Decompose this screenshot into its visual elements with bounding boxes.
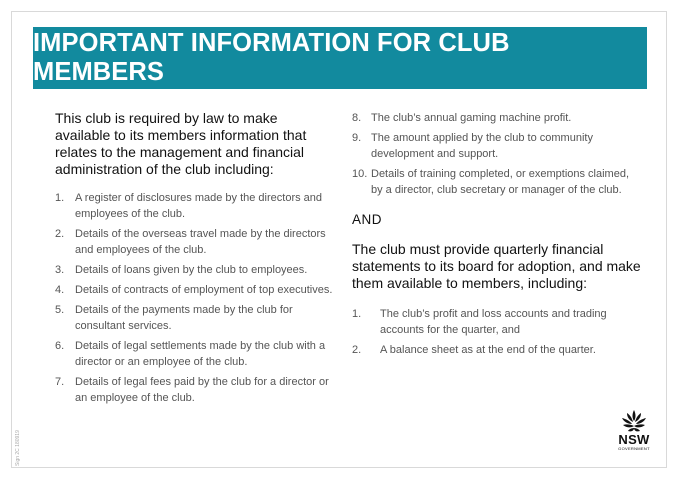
nsw-government-logo [611, 409, 657, 457]
list-item [352, 342, 642, 358]
list-item [352, 166, 642, 198]
list-item [55, 262, 333, 278]
left-lead-text: This club is required by law to make available to its members information that relates to the management and financial administration of the club including: [55, 110, 307, 177]
list-item-number: 5. [55, 304, 65, 316]
list-item-number: 10. [352, 168, 368, 180]
list-item [55, 374, 333, 406]
list-item [55, 226, 333, 258]
list-item [352, 306, 642, 338]
list-item-text: Details of training completed, or exemptions claimed, by a director, club secretary or manager of the club. [371, 168, 630, 196]
list-item-text: A register of disclosures made by the directors and employees of the club. [75, 192, 323, 220]
list-item-number: 8. [352, 112, 362, 124]
list-item-number: 2. [352, 344, 362, 356]
list-item-text: Details of loans given by the club to employees. [75, 264, 308, 276]
disclosure-list-continued [352, 110, 642, 198]
list-item-number: 3. [55, 264, 65, 276]
list-item-number: 2. [55, 228, 65, 240]
list-item-text: Details of contracts of employment of top executives. [75, 284, 333, 296]
right-lead-text: The club must provide quarterly financial statements to its board for adoption, and make them available to members, including: [352, 241, 641, 291]
list-item-text: The club’s profit and loss accounts and trading accounts for the quarter, and [380, 308, 607, 336]
list-item-number: 7. [55, 376, 65, 388]
list-item [55, 302, 333, 334]
logo-wordmark: NSW [618, 432, 650, 447]
left-column [55, 110, 333, 410]
list-item [55, 338, 333, 370]
sign-code: Sign 2C 180919 [15, 430, 21, 466]
and-heading: AND [352, 212, 383, 227]
list-item-number: 1. [352, 308, 362, 320]
list-item [352, 110, 642, 126]
list-item-number: 6. [55, 340, 65, 352]
list-item-text: Details of the payments made by the club for consultant services. [75, 304, 293, 332]
list-item-number: 9. [352, 132, 362, 144]
list-item [55, 282, 333, 298]
list-item [352, 130, 642, 162]
list-item-text: A balance sheet as at the end of the quarter. [380, 344, 596, 356]
list-item-text: Details of the overseas travel made by the directors and employees of the club. [75, 228, 326, 256]
list-item-text: Details of legal fees paid by the club for a director or an employee of the club. [75, 376, 329, 404]
right-column [352, 110, 642, 362]
list-item [55, 190, 333, 222]
disclosure-list [55, 190, 333, 406]
waratah-icon [619, 409, 649, 433]
list-item-number: 4. [55, 284, 65, 296]
statements-list [352, 306, 642, 358]
page-title: IMPORTANT INFORMATION FOR CLUB MEMBERS [33, 27, 647, 89]
logo-subtitle: GOVERNMENT [618, 446, 650, 451]
list-item-text: The club’s annual gaming machine profit. [371, 112, 572, 124]
list-item-number: 1. [55, 192, 65, 204]
list-item-text: Details of legal settlements made by the club with a director or an employee of the club. [75, 340, 326, 368]
list-item-text: The amount applied by the club to community development and support. [371, 132, 593, 160]
